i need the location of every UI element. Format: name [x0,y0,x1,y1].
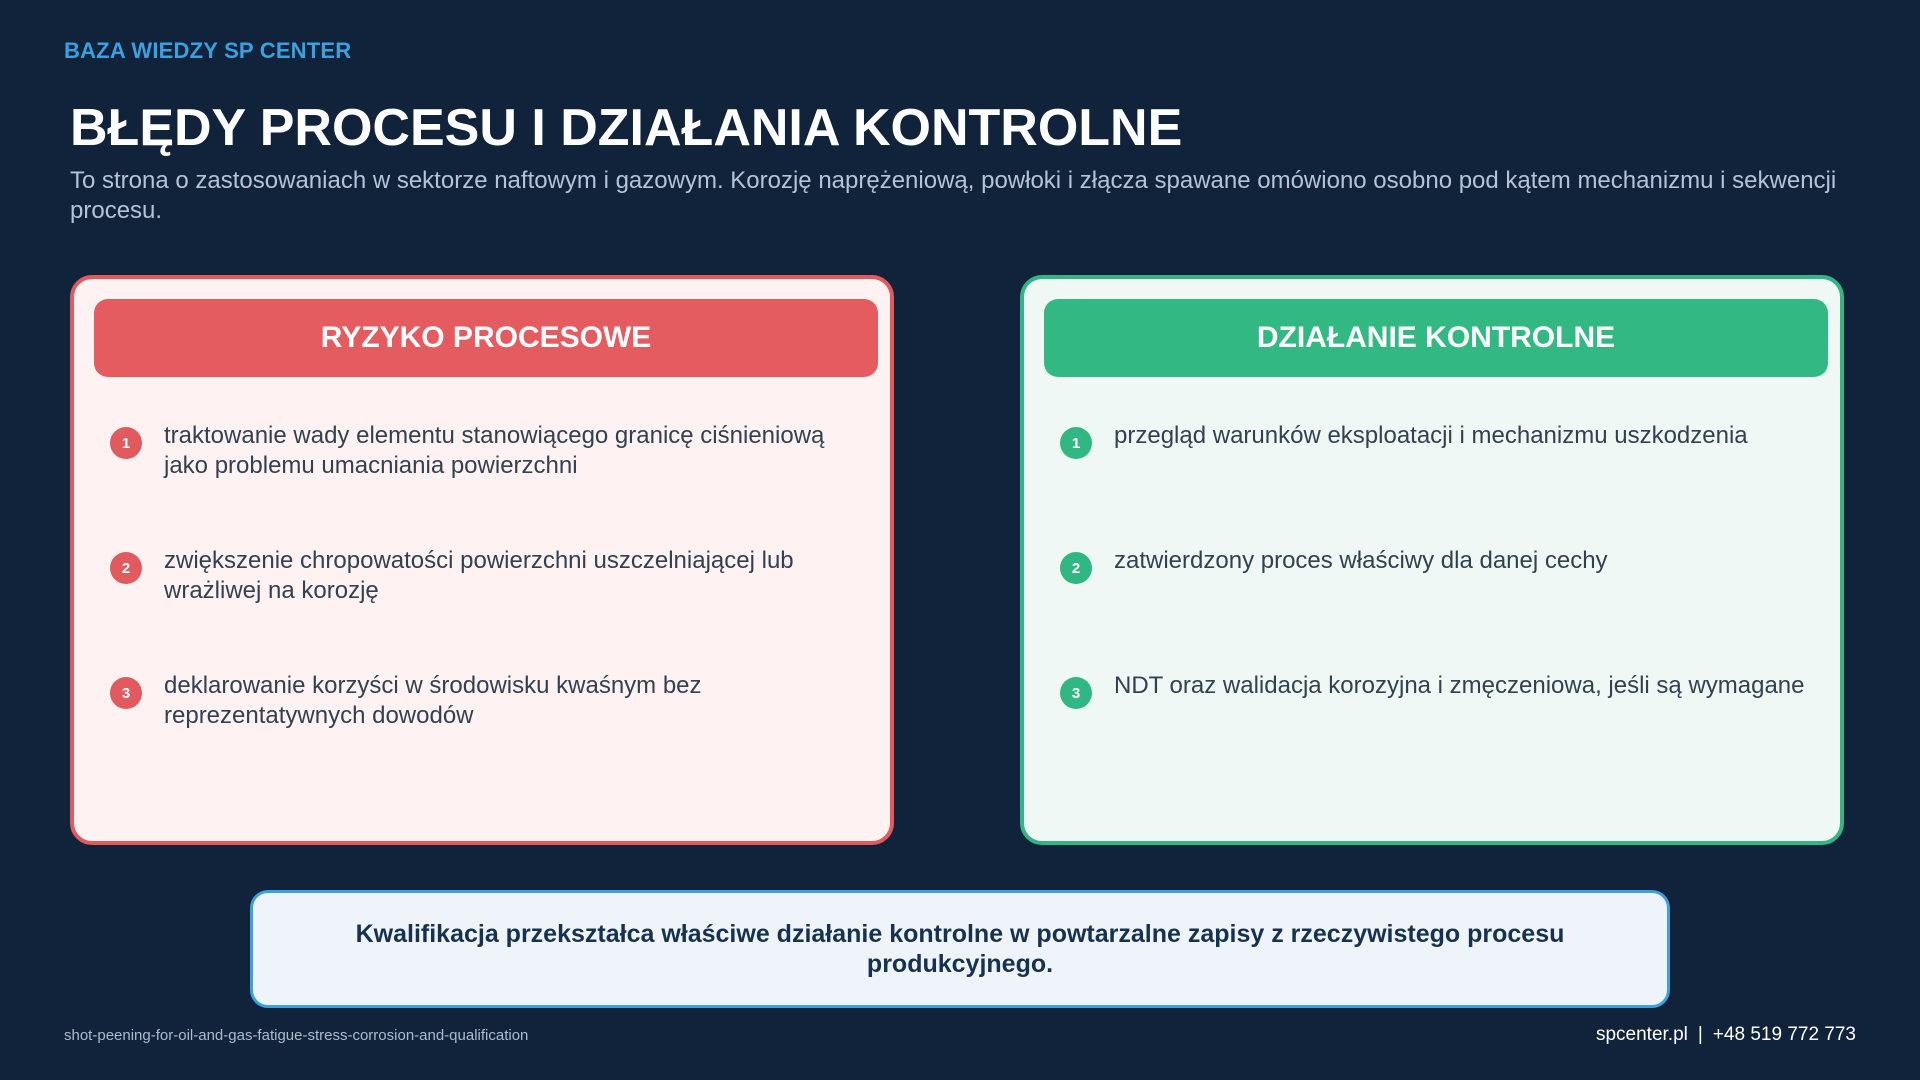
risk-item [110,421,870,546]
risk-item [110,671,870,796]
risk-list [110,421,870,796]
number-badge: 2 [1060,552,1092,584]
page-title: BŁĘDY PROCESU I DZIAŁANIA KONTROLNE [70,99,1183,157]
control-item [1060,546,1820,671]
page-slug: shot-peening-for-oil-and-gas-fatigue-stress-corrosion-and-qualification [64,1027,529,1044]
kicker: BAZA WIEDZY SP CENTER [64,38,352,63]
control-item-text: zatwierdzony proces właściwy dla danej cechy [1114,547,1608,574]
number-badge: 1 [110,427,142,459]
control-panel [1020,275,1844,845]
risk-panel-header: RYZYKO PROCESOWE [94,299,878,377]
risk-item-text: traktowanie wady elementu stanowiącego granicę ciśnieniową jako problemu umacniania powierzchni [164,422,825,479]
risk-item-text: deklarowanie korzyści w środowisku kwaśnym bez reprezentatywnych dowodów [164,672,702,729]
number-badge: 3 [1060,677,1092,709]
number-badge: 3 [110,677,142,709]
contact-info [1596,1024,1856,1046]
control-item [1060,421,1820,546]
control-item-text: NDT oraz walidacja korozyjna i zmęczeniowa, jeśli są wymagane [1114,672,1805,699]
control-item-text: przegląd warunków eksploatacji i mechanizmu uszkodzenia [1114,422,1748,449]
summary-callout [250,890,1670,1008]
callout-text: Kwalifikacja przekształca właściwe działanie kontrolne w powtarzalne zapisy z rzeczywistego procesu produkcyjnego. [355,920,1565,978]
phone-number[interactable]: +48 519 772 773 [1712,1024,1856,1045]
control-panel-header: DZIAŁANIE KONTROLNE [1044,299,1828,377]
page-subtitle: To strona o zastosowaniach w sektorze naftowym i gazowym. Korozję naprężeniową, powłoki i złącza spawane omówiono osobno pod kątem mechanizmu i sekwencji procesu. [70,167,1837,224]
separator: | [1697,1024,1703,1045]
risk-item [110,546,870,671]
website-link[interactable]: spcenter.pl [1595,1024,1688,1045]
control-item [1060,671,1820,796]
number-badge: 2 [110,552,142,584]
risk-item-text: zwiększenie chropowatości powierzchni uszczelniającej lub wrażliwej na korozję [164,547,794,604]
risk-panel [70,275,894,845]
control-list [1060,421,1820,796]
number-badge: 1 [1060,427,1092,459]
